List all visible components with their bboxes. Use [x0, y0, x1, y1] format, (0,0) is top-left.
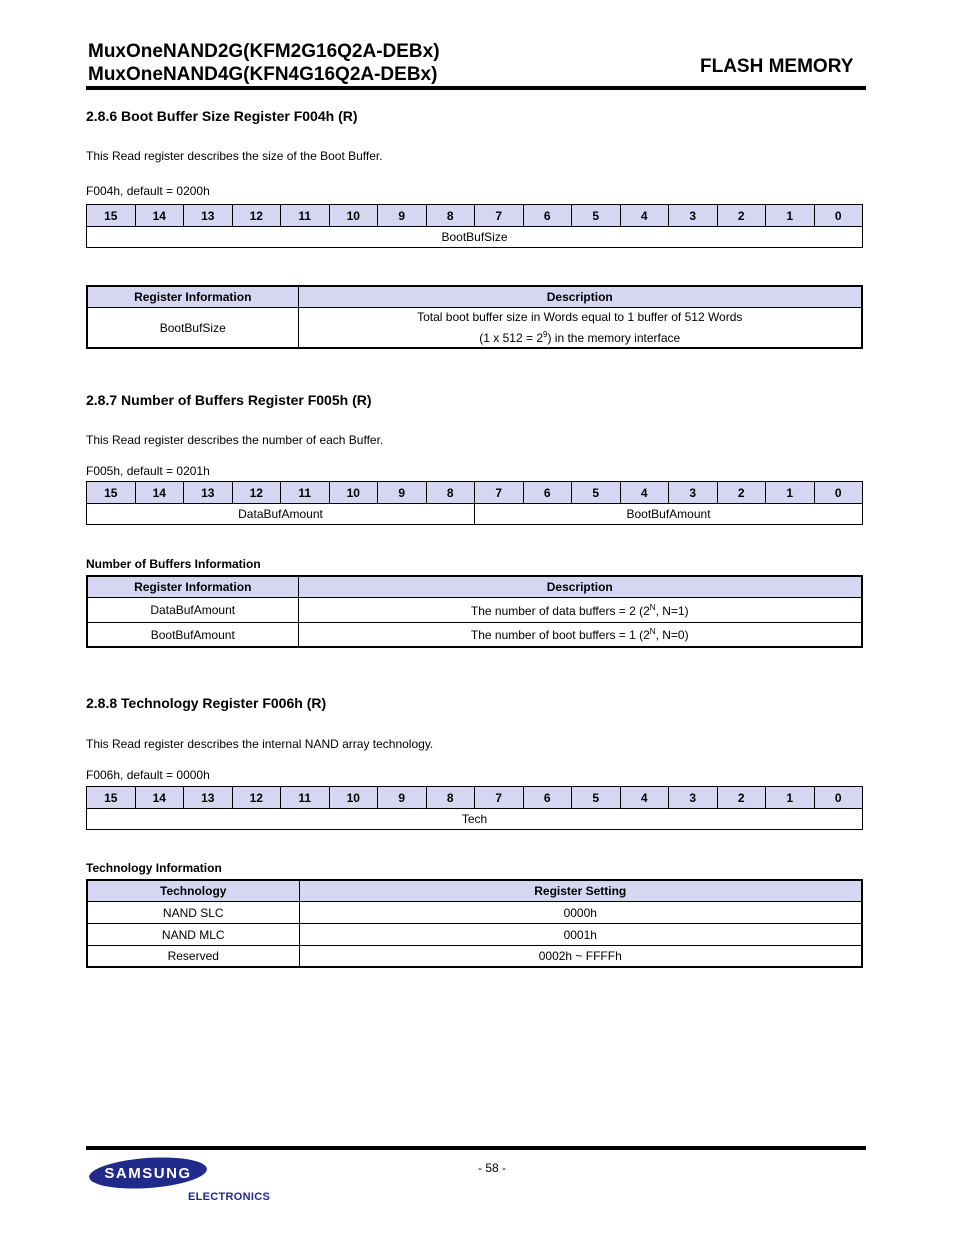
samsung-electronics-text: ELECTRONICS	[188, 1191, 271, 1203]
bit-15: 15	[87, 787, 136, 809]
field-bootbufsize: BootBufSize	[87, 227, 863, 248]
section-description: This Read register describes the size of the Boot Buffer.	[86, 149, 383, 163]
page-number: - 58 -	[478, 1161, 507, 1175]
info-table-f004h	[86, 285, 863, 349]
bit-2: 2	[717, 205, 766, 227]
bit-10: 10	[329, 482, 378, 504]
bit-3: 3	[669, 787, 718, 809]
register-default: F004h, default = 0200h	[86, 184, 210, 198]
title-line-2: MuxOneNAND4G(KFN4G16Q2A-DEBx)	[88, 64, 438, 85]
bit-table-f006h	[86, 786, 863, 830]
bit-table-f005h	[86, 481, 863, 525]
bit-7: 7	[475, 205, 524, 227]
row-setting: 0000h	[299, 902, 862, 924]
bit-4: 4	[620, 205, 669, 227]
register-default: F005h, default = 0201h	[86, 464, 210, 478]
header-rule	[86, 86, 866, 90]
document-title	[88, 40, 440, 86]
bit-9: 9	[378, 482, 427, 504]
bit-13: 13	[184, 482, 233, 504]
bit-5: 5	[572, 787, 621, 809]
row-name: BootBufSize	[87, 308, 298, 349]
section-description: This Read register describes the internal NAND array technology.	[86, 737, 434, 751]
table-caption: Technology Information	[86, 861, 222, 875]
bit-7: 7	[475, 482, 524, 504]
bit-6: 6	[523, 205, 572, 227]
header-category: FLASH MEMORY	[700, 56, 854, 77]
bit-6: 6	[523, 482, 572, 504]
bit-3: 3	[669, 205, 718, 227]
row-tech: Reserved	[87, 946, 299, 968]
bit-2: 2	[717, 787, 766, 809]
info-table-f006h	[86, 879, 863, 968]
row-setting: 0001h	[299, 924, 862, 946]
bit-3: 3	[669, 482, 718, 504]
section-title-technology: 2.8.8 Technology Register F006h (R)	[86, 695, 327, 711]
field-databufamount: DataBufAmount	[87, 504, 475, 525]
bit-8: 8	[426, 482, 475, 504]
bit-4: 4	[620, 482, 669, 504]
row-name: DataBufAmount	[87, 598, 298, 623]
row-setting: 0002h ~ FFFFh	[299, 946, 862, 968]
bit-15: 15	[87, 482, 136, 504]
row-name: BootBufAmount	[87, 623, 298, 648]
footer-rule	[86, 1146, 866, 1150]
bit-15: 15	[87, 205, 136, 227]
bit-14: 14	[135, 482, 184, 504]
bit-14: 14	[135, 205, 184, 227]
bit-0: 0	[814, 482, 863, 504]
row-description	[298, 308, 862, 349]
bit-table-f004h	[86, 204, 863, 248]
bit-9: 9	[378, 787, 427, 809]
bit-0: 0	[814, 205, 863, 227]
bit-14: 14	[135, 787, 184, 809]
field-tech: Tech	[87, 809, 863, 830]
col-description: Description	[298, 576, 862, 598]
bit-12: 12	[232, 205, 281, 227]
bit-12: 12	[232, 482, 281, 504]
bit-1: 1	[766, 787, 815, 809]
bit-0: 0	[814, 787, 863, 809]
register-default: F006h, default = 0000h	[86, 768, 210, 782]
description-line-1: Total boot buffer size in Words equal to 1 buffer of 512 Words	[417, 310, 743, 324]
col-register-information: Register Information	[87, 286, 298, 308]
section-title-number-of-buffers: 2.8.7 Number of Buffers Register F005h (R)	[86, 392, 372, 408]
table-caption: Number of Buffers Information	[86, 557, 261, 571]
bit-10: 10	[329, 205, 378, 227]
bit-12: 12	[232, 787, 281, 809]
bit-10: 10	[329, 787, 378, 809]
row-tech: NAND SLC	[87, 902, 299, 924]
row-description: The number of data buffers = 2 ($2^N$, N=1)	[298, 598, 862, 623]
section-title-boot-buffer-size: 2.8.6 Boot Buffer Size Register F004h (R)	[86, 108, 358, 124]
bit-2: 2	[717, 482, 766, 504]
bit-5: 5	[572, 482, 621, 504]
bit-11: 11	[281, 482, 330, 504]
bit-13: 13	[184, 205, 233, 227]
field-bootbufamount: BootBufAmount	[475, 504, 863, 525]
bit-5: 5	[572, 205, 621, 227]
bit-8: 8	[426, 205, 475, 227]
bit-11: 11	[281, 205, 330, 227]
bit-8: 8	[426, 787, 475, 809]
bit-7: 7	[475, 787, 524, 809]
section-description: This Read register describes the number of each Buffer.	[86, 433, 384, 447]
bit-11: 11	[281, 787, 330, 809]
col-register-setting: Register Setting	[299, 880, 862, 902]
bit-4: 4	[620, 787, 669, 809]
bit-9: 9	[378, 205, 427, 227]
col-register-information: Register Information	[87, 576, 298, 598]
bit-1: 1	[766, 482, 815, 504]
bit-1: 1	[766, 205, 815, 227]
svg-text:SAMSUNG: SAMSUNG	[104, 1165, 192, 1182]
bit-6: 6	[523, 787, 572, 809]
bit-13: 13	[184, 787, 233, 809]
row-description: The number of boot buffers = 1 ($2^N$, N=0)	[298, 623, 862, 648]
row-tech: NAND MLC	[87, 924, 299, 946]
col-description: Description	[298, 286, 862, 308]
description-line-2: (1 x $512 = 2^9$) in the memory interface	[479, 330, 681, 345]
col-technology: Technology	[87, 880, 299, 902]
info-table-f005h	[86, 575, 863, 648]
title-line-1: MuxOneNAND2G(KFM2G16Q2A-DEBx)	[88, 41, 440, 62]
